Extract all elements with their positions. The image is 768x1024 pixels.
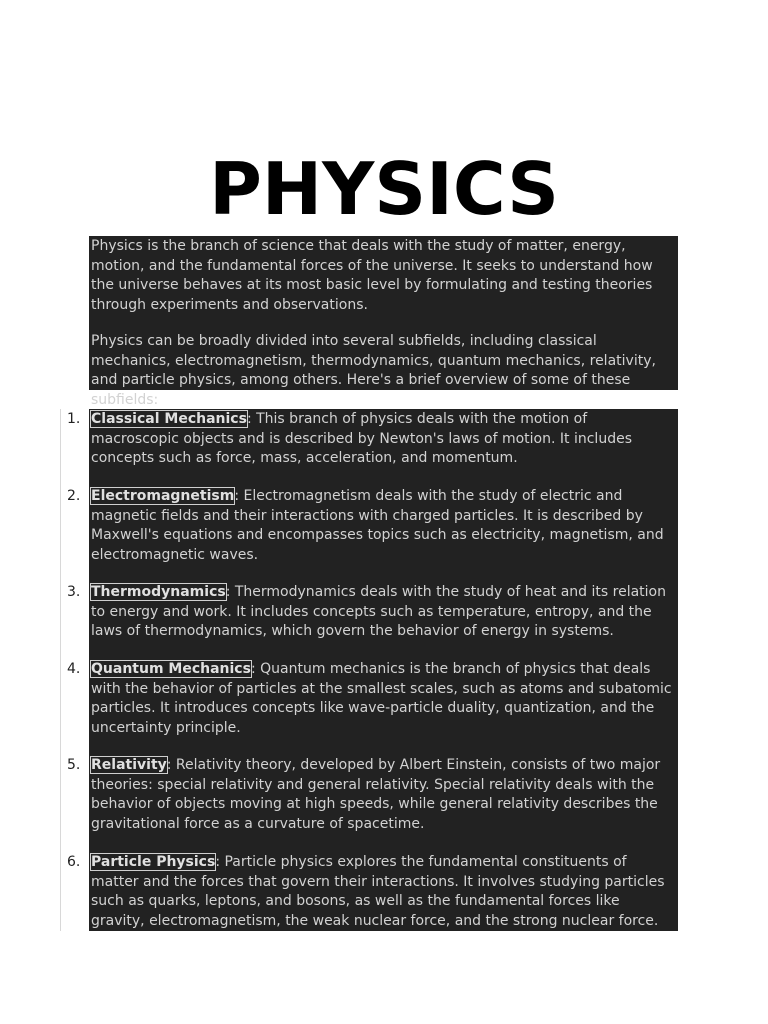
intro-block [89,236,678,408]
subfield-list [60,409,678,931]
list-item-text [91,583,676,642]
list-item-text [91,756,676,834]
intro-paragraph: Physics is the branch of science that deals with the study of matter, energy, motion, and the fundamental forces of the universe. It seeks to understand how the universe behaves at its most basic level by formulating and testing theories through experiments and observations. [91,238,653,313]
subfield-term: Thermodynamics [91,584,226,600]
subfield-term: Classical Mechanics [91,411,247,427]
subfield-description: : Thermodynamics deals with the study of heat and its relation to energy and work. It includes concepts such as temperature, entropy, and the laws of thermodynamics, which govern the behavior of energy in systems. [91,584,666,639]
subfield-term: Relativity [91,757,167,773]
subfield-description: : Quantum mechanics is the branch of physics that deals with the behavior of particles at the smallest scales, such as atoms and subatomic particles. It introduces concepts like wave-particle duality, quantization, and the uncertainty principle. [91,661,672,736]
list-number: 6. [67,854,81,870]
list-item-text [91,660,676,738]
list-number: 4. [67,661,81,677]
list-number: 3. [67,584,81,600]
list-number: 2. [67,488,81,504]
list-item-text [91,853,676,931]
list-number: 5. [67,757,81,773]
subfield-term: Particle Physics [91,854,216,870]
page-title: PHYSICS [209,147,559,232]
subfield-description: : Particle physics explores the fundamental constituents of matter and the forces that govern their interactions. It involves studying particles such as quarks, leptons, and bosons, as well as the fundamental forces like gravity, electromagnetism, the weak nuclear force, and the strong nuclear force. [91,854,665,929]
subfield-term: Electromagnetism [91,488,235,504]
subfield-term: Quantum Mechanics [91,661,251,677]
subfield-description: : Electromagnetism deals with the study of electric and magnetic fields and their interactions with charged particles. It is described by Maxwell's equations and encompasses topics such as electricity, magnetism, and electromagnetic waves. [91,488,664,563]
subfield-description: : Relativity theory, developed by Albert Einstein, consists of two major theories: special relativity and general relativity. Special relativity deals with the behavior of objects moving at high speeds, while general relativity describes the gravitational force as a curvature of spacetime. [91,757,661,832]
intro-paragraph: Physics can be broadly divided into several subfields, including classical mechanics, electromagnetism, thermodynamics, quantum mechanics, relativity, and particle physics, among others. Here's a brief overview of some of these subfields: [91,333,656,408]
list-item-text [91,487,676,565]
list-item-text [91,410,676,469]
subfield-description: : This branch of physics deals with the motion of macroscopic objects and is described by Newton's laws of motion. It includes concepts such as force, mass, acceleration, and momentum. [91,411,632,466]
list-number: 1. [67,411,81,427]
